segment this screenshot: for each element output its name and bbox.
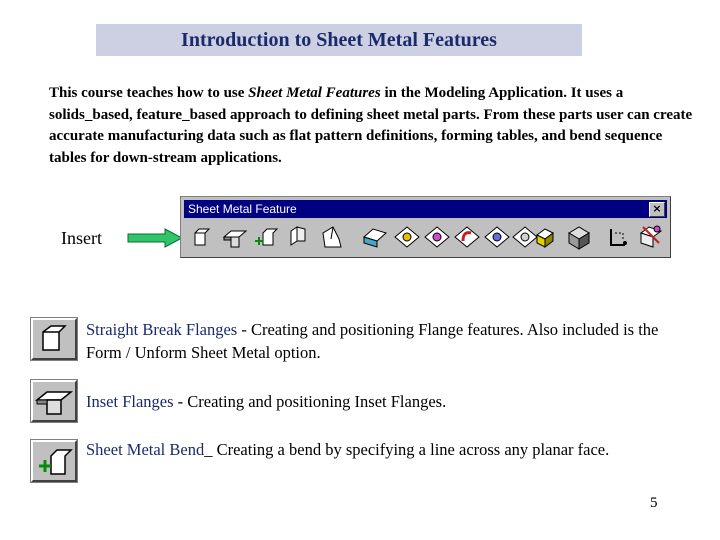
intro-paragraph	[49, 83, 699, 169]
intro-italic: Sheet Metal Features	[248, 85, 381, 101]
louver-icon[interactable]	[423, 223, 451, 251]
bead-icon[interactable]	[453, 223, 481, 251]
toolbar-title-text: Sheet Metal Feature	[188, 202, 297, 216]
feature-desc: - Creating and positioning Flange features. Also included is the Form / Unform Sheet Metal option.	[86, 320, 659, 362]
toolbar-title[interactable]	[184, 200, 667, 218]
general-flange-icon[interactable]	[285, 223, 313, 251]
feature-name: Sheet Metal Bend	[86, 440, 205, 459]
cutout-icon[interactable]	[483, 223, 511, 251]
inset-flange-icon[interactable]	[221, 223, 249, 251]
intro-text-2: in the Modeling Application. It uses a solids_based, feature_based approach to defining sheet metal parts. From these parts user can create accurate manufacturing data such as flat pattern definitions, forming tables, and bend sequence tables for down-stream applications.	[49, 85, 693, 166]
twist-flange-icon[interactable]	[319, 223, 347, 251]
feature-desc: _ Creating a bend by specifying a line across any planar face.	[204, 440, 610, 459]
feature-description-straight-break	[86, 318, 696, 364]
punch-icon[interactable]	[533, 223, 561, 251]
solid-punch-icon[interactable]	[565, 223, 593, 251]
title-bar	[96, 24, 582, 56]
sheet-metal-toolbar[interactable]	[180, 196, 671, 258]
inset-flange-icon	[31, 380, 77, 422]
feature-name: Inset Flanges	[86, 392, 174, 411]
sheet-metal-preferences-icon[interactable]	[637, 223, 665, 251]
page-number: 5	[650, 495, 658, 511]
dimple-icon[interactable]	[393, 223, 421, 251]
straight-break-flange-icon	[31, 318, 77, 360]
sheet-metal-bend-icon[interactable]	[251, 223, 279, 251]
sheet-metal-corner-icon[interactable]	[605, 223, 633, 251]
insert-label: Insert	[61, 228, 102, 248]
feature-description-inset-flanges	[86, 390, 696, 413]
feature-desc: - Creating and positioning Inset Flanges.	[173, 392, 447, 411]
close-icon[interactable]: ×	[649, 202, 665, 217]
feature-description-sheet-metal-bend	[86, 438, 696, 461]
arrow-right-icon	[127, 228, 183, 248]
page-title: Introduction to Sheet Metal Features	[181, 28, 497, 51]
intro-text-1: This course teaches how to use	[49, 85, 249, 101]
feature-name: Straight Break Flanges	[86, 320, 238, 339]
sheet-metal-bend-icon	[31, 440, 77, 482]
bend-relief-icon[interactable]	[361, 223, 389, 251]
straight-break-flange-icon[interactable]	[191, 223, 219, 251]
